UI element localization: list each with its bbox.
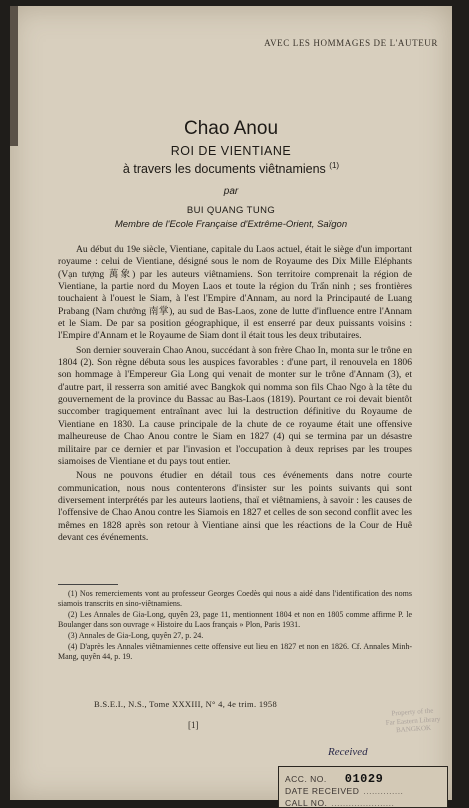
- footnote: (1) Nos remerciements vont au professeur Georges Coedès qui nous a aidé dans l'identification des noms siamois transcrits en sino-viêtnamiens.: [58, 589, 412, 608]
- acc-row: [285, 772, 383, 786]
- subtitle-2-text: à travers les documents viêtnamiens: [122, 162, 326, 177]
- by-line: par: [223, 186, 239, 197]
- article-subtitle-2: [10, 161, 452, 176]
- date-label: DATE RECEIVED: [285, 786, 360, 796]
- footnote: (2) Les Annales de Gia-Long, quyên 23, page 11, mentionnent 1804 et non en 1805 comme affirme P. le Boulanger dans son ouvrage « Histoire du Laos français » Plon, Paris 1931.: [58, 610, 412, 629]
- paragraph: Nous ne pouvons étudier en détail tous ces événements dans notre courte communication, nous nous contenterons d'insister sur les points suivants qui sont diversement interprétés par les auteurs laotiens, thaï et viêtnamiens, à savoir : les causes de l'offensive de Chao Anou contre les Siamois en 1827 et celles de son second conflit avec les mêmes en 1828 après son retour à Vientiane ainsi que les réactions de la Cour de Huê devant ces événements.: [58, 470, 412, 543]
- call-label: CALL NO.: [285, 798, 328, 808]
- footnote: (3) Annales de Gia-Long, quyên 27, p. 24.: [68, 631, 204, 640]
- stamp-line: Property of the: [391, 706, 434, 718]
- date-row: [285, 786, 403, 796]
- journal-reference: B.S.E.I., N.S., Tome XXXIII, N° 4, 4e trim. 1958: [94, 699, 278, 709]
- acc-label: ACC. NO.: [285, 774, 327, 784]
- library-property-stamp: [357, 704, 469, 737]
- article-title: Chao Anou: [183, 118, 279, 139]
- author-affiliation: Membre de l'Ecole Française d'Extrême-Orient, Saïgon: [114, 219, 348, 230]
- acc-number: 01029: [344, 772, 384, 786]
- paragraph: Son dernier souverain Chao Anou, succédant à son frère Chao In, monta sur le trône en 1804 (2). Son règne débuta sous les auspices favorables : d'une part, il renouvela en 1806 son hommage à l'Empereur Gia Long qui venait de monter sur le trône d'Annam (3), et d'autre part, il resserra son amitié avec Bangkok qui nomma son fils Chao Ngo à la tête du gouvernement de la province du Bassac au Bas-Laos (1819). Pourtant ce roi devait bientôt succomber tragiquement entraînant avec lui la destruction définitive du Royaume de Vientiane en 1830. La cause principale de la chute de ce royaume était une offensive malheureuse de Chao Anou contre le Siam en 1827 (4) qui se termina par un désastre militaire par ce dernier et par l'invasion et l'occupation à deux reprises par les troupes siamoises de Vientiane et du pays tout entier.: [58, 344, 412, 467]
- article-body: [58, 244, 412, 546]
- footnote: (4) D'après les Annales viêtnamiennes cette offensive eut lieu en 1827 et non en 1826. Cf. Annales Minh-Mang, quyên 44, p. 19.: [58, 642, 412, 661]
- footnotes: [58, 589, 412, 663]
- page-number: [1]: [188, 720, 199, 730]
- footnote-rule: [58, 584, 118, 585]
- call-dots: ......................: [331, 798, 395, 808]
- dedication-note: AVEC LES HOMMAGES DE L'AUTEUR: [264, 38, 438, 48]
- date-dots: ..............: [363, 786, 404, 796]
- document-page: [10, 6, 452, 808]
- stamp-line: BANGKOK: [395, 723, 432, 735]
- handwritten-signature: Received: [328, 746, 368, 758]
- subtitle-note-ref: (1): [329, 161, 340, 170]
- stamp-line: Far Eastern Library: [385, 714, 441, 727]
- author-name: BUI QUANG TUNG: [186, 205, 276, 216]
- article-subtitle-1: ROI DE VIENTIANE: [170, 144, 292, 158]
- accession-stamp: [278, 766, 448, 808]
- paragraph: Au début du 19e siècle, Vientiane, capitale du Laos actuel, était le siège d'un important royaume : celui de Vientiane, désigné sous le nom de Royaume des Dix Mille Eléphants (Vạn tượng 萬象) par les auteurs viêtnamiens. Son territoire comprenait la région de Vientiane, la partie nord du Moyen Laos et toute la région du Trấn ninh ; ses frontières touchaient à l'ouest le Siam, à l'est l'Empire d'Annam, au nord la Principauté de Luang Prabang (Nam chưởng 南掌), au sud de Bas-Laos, zone de lutte d'influence entre l'Annam et le Siam. De par sa position géographique, il est enserré par deux puissants voisins : l'Empire d'Annam et le Royaume de Siam dont il était tous les deux tributaires.: [58, 244, 412, 342]
- call-row: [285, 798, 394, 808]
